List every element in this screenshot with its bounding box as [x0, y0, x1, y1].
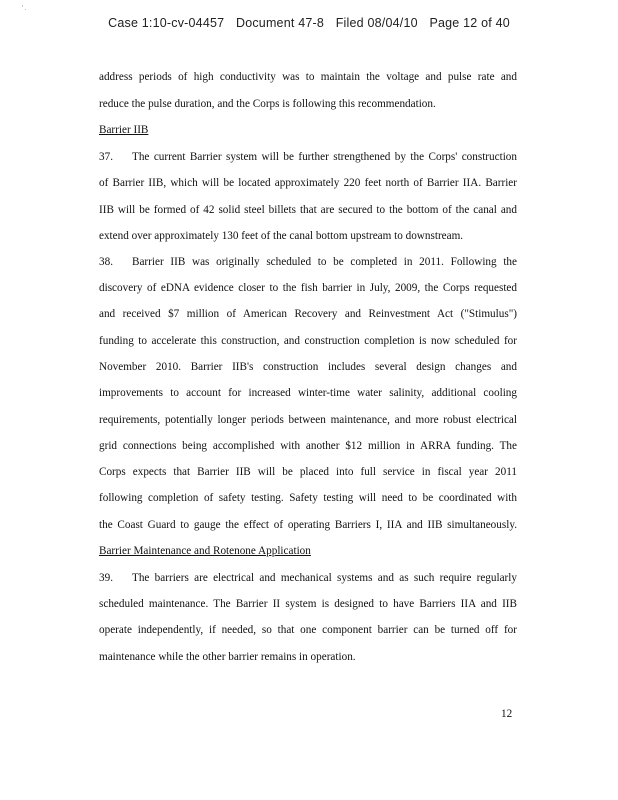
paragraph-text: The current Barrier system will be further strengthened by the Corps' construction: [132, 151, 517, 163]
section-heading-barrier-maintenance: Barrier Maintenance and Rotenone Application: [99, 545, 311, 557]
filed-date: Filed 08/04/10: [335, 16, 418, 30]
paragraph-37-line: extend over approximately 130 feet of the canal bottom upstream to downstream.: [99, 230, 464, 242]
paragraph-38-line: requirements, potentially longer periods between maintenance, and more robust electrical: [99, 414, 517, 426]
paragraph-38-line: the Coast Guard to gauge the effect of operating Barriers I, IIA and IIB simultaneously.: [99, 519, 517, 531]
paragraph-39-line: scheduled maintenance. The Barrier II system is designed to have Barriers IIA and IIB: [99, 598, 517, 610]
paragraph-38-line: discovery of eDNA evidence closer to the fish barrier in July, 2009, the Corps requested: [99, 282, 517, 294]
paragraph-37-line: of Barrier IIB, which will be located approximately 220 feet north of Barrier IIA. Barrier: [99, 177, 517, 189]
scan-artifact-marks: ' .: [22, 6, 27, 12]
body-text-line: address periods of high conductivity was to maintain the voltage and pulse rate and: [99, 71, 517, 83]
paragraph-38-line: grid connections being accomplished with another $12 million in ARRA funding. The: [99, 440, 517, 452]
paragraph-text: The barriers are electrical and mechanical systems and as such require regularly: [132, 572, 517, 584]
paragraph-38-line: November 2010. Barrier IIB's construction includes several design changes and: [99, 361, 517, 373]
paragraph-number: 38.: [99, 256, 113, 268]
document-number: Document 47-8: [235, 16, 325, 30]
paragraph-38-line: improvements to account for increased winter-time water salinity, additional cooling: [99, 387, 517, 399]
paragraph-38-line: funding to accelerate this construction, and construction completion is now scheduled for: [99, 335, 517, 347]
paragraph-39-line: maintenance while the other barrier remains in operation.: [99, 651, 356, 663]
case-number: Case 1:10-cv-04457: [108, 16, 225, 30]
paragraph-text: Barrier IIB was originally scheduled to be completed in 2011. Following the: [132, 256, 517, 268]
section-heading-barrier-iib: Barrier IIB: [99, 124, 149, 136]
court-filing-header: [0, 16, 618, 30]
paragraph-37-first-line: [99, 150, 517, 164]
page-indicator: Page 12 of 40: [429, 16, 510, 30]
paragraph-37-line: IIB will be formed of 42 solid steel billets that are secured to the bottom of the canal and: [99, 204, 517, 216]
paragraph-number: 37.: [99, 151, 113, 163]
page-number: 12: [501, 708, 513, 720]
paragraph-38-line: and received $7 million of American Recovery and Reinvestment Act ("Stimulus"): [99, 308, 517, 320]
paragraph-number: 39.: [99, 572, 113, 584]
paragraph-39-line: operate independently, if needed, so that one component barrier can be turned off for: [99, 624, 517, 636]
body-text-line: reduce the pulse duration, and the Corps is following this recommendation.: [99, 98, 436, 110]
paragraph-38-line: Corps expects that Barrier IIB will be placed into full service in fiscal year 2011: [99, 466, 517, 478]
paragraph-38-first-line: [99, 255, 517, 269]
paragraph-39-first-line: [99, 571, 517, 585]
paragraph-38-line: following completion of safety testing. Safety testing will need to be coordinated with: [99, 492, 517, 504]
